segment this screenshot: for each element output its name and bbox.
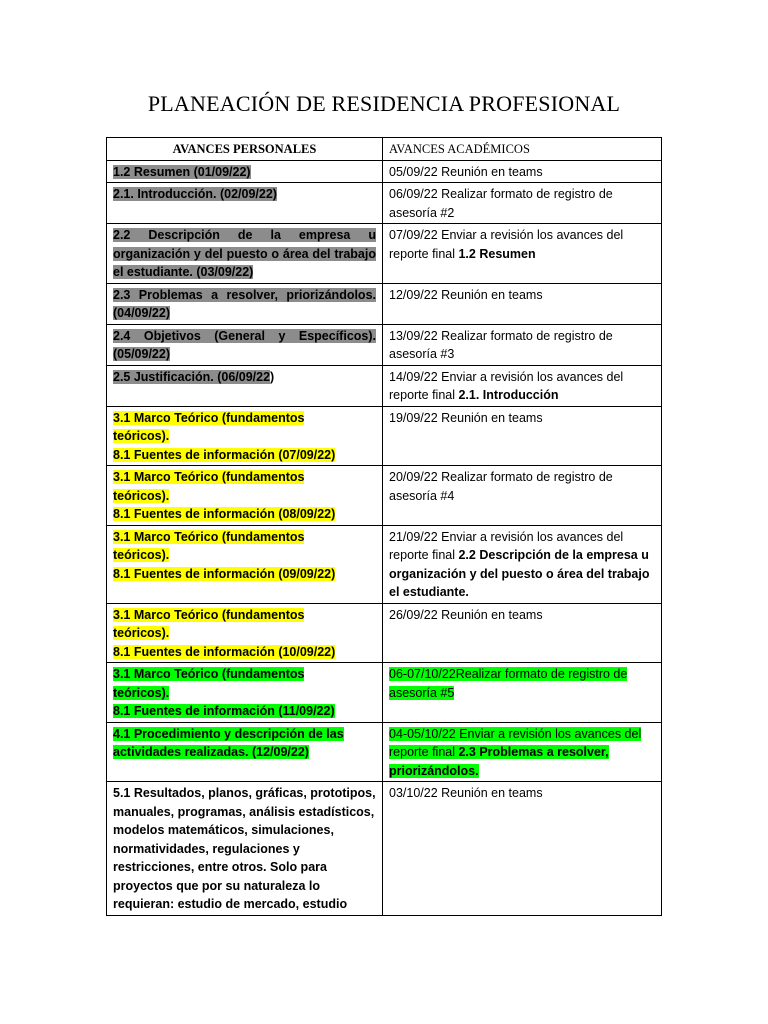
academic-bold-text: 1.2 Resumen [458, 246, 536, 261]
personal-cell [107, 224, 383, 284]
academic-cell [383, 466, 662, 526]
academic-cell [383, 782, 662, 916]
table-row [107, 283, 662, 324]
personal-cell [107, 324, 383, 365]
personal-line-3: 8.1 Fuentes de información (10/09/22) [113, 644, 336, 659]
academic-text: Realizar formato de registro de asesoría #2 [389, 187, 613, 220]
academic-text: Reunión en teams [437, 786, 543, 800]
academic-text: Reunión en teams [437, 287, 543, 302]
document-title: PLANEACIÓN DE RESIDENCIA PROFESIONAL [147, 91, 621, 116]
personal-text: 2.1. Introducción. [113, 187, 220, 201]
personal-cell [107, 466, 383, 526]
table-row [107, 722, 662, 782]
personal-text: 1.2 Resumen (01/09/22) [113, 164, 251, 179]
table-row [107, 160, 662, 183]
personal-text: 2.5 Justificación. (06/09/22 [113, 369, 271, 384]
personal-line-2: teóricos). [113, 626, 170, 640]
personal-text: 5.1 Resultados, planos, gráficas, prototipos, manuales, programas, análisis estadísticos, modelos matemáticos, simulaciones, normatividades, regulaciones y restricciones, entre otros. Solo para proyectos que por su naturaleza lo requieran: estudio de mercado, estudio [113, 786, 376, 911]
academic-text: Realizar formato de registro de asesoría #3 [389, 328, 613, 361]
personal-text: 2.2 Descripción de la empresa u organización y del puesto o área del trabajo el estudiante. (03/09/22) [113, 228, 376, 279]
personal-line-3: 8.1 Fuentes de información (08/09/22) [113, 507, 336, 521]
table-row [107, 525, 662, 603]
personal-cell [107, 183, 383, 224]
header-personal: AVANCES PERSONALES [107, 138, 383, 161]
academic-text: 06-07/10/22Realizar formato de registro de asesoría #5 [389, 667, 628, 700]
personal-line-3: 8.1 Fuentes de información (07/09/22) [113, 447, 336, 462]
academic-cell [383, 283, 662, 324]
header-academic: AVANCES ACADÉMICOS [383, 138, 662, 161]
personal-line-1: 3.1 Marco Teórico (fundamentos [113, 607, 305, 622]
academic-bold-text: 2.2 Descripción de la empresa u organización y del puesto o área del trabajo el estudiante. [389, 548, 650, 599]
academic-cell [383, 525, 662, 603]
personal-cell [107, 365, 383, 406]
academic-cell [383, 224, 662, 284]
personal-date: (02/09/22) [219, 187, 277, 201]
academic-cell [383, 160, 662, 183]
academic-bold-text: 2.1. Introducción [458, 388, 559, 402]
personal-tail: ) [270, 369, 275, 384]
academic-date: 14/09/22 [389, 369, 438, 384]
personal-cell [107, 525, 383, 603]
personal-cell [107, 283, 383, 324]
personal-cell [107, 782, 383, 916]
table-row [107, 183, 662, 224]
table-row [107, 406, 662, 466]
academic-text: 04-05/10/22 Enviar a revisión los avances del reporte final [389, 726, 642, 759]
personal-line-1: 3.1 Marco Teórico (fundamentos [113, 470, 305, 484]
personal-cell [107, 406, 383, 466]
academic-date: 20/09/22 [389, 470, 438, 484]
academic-cell [383, 324, 662, 365]
academic-text: Reunión en teams [437, 410, 543, 425]
academic-cell [383, 663, 662, 723]
personal-line-2: teóricos). [113, 429, 170, 443]
personal-line-1: 3.1 Marco Teórico (fundamentos [113, 667, 305, 681]
table-row [107, 466, 662, 526]
table-row [107, 603, 662, 663]
personal-text: 2.4 Objetivos (General y Específicos). (05/09/22) [113, 328, 376, 361]
personal-text: 4.1 Procedimiento y descripción de las actividades realizadas. (12/09/22) [113, 726, 344, 759]
personal-line-1: 3.1 Marco Teórico (fundamentos [113, 410, 305, 425]
personal-line-2: teóricos). [113, 685, 170, 700]
table-header-row [107, 138, 662, 161]
planning-table [106, 137, 662, 916]
academic-date: 05/09/22 [389, 164, 438, 179]
academic-date: 03/10/22 [389, 786, 438, 800]
personal-line-1: 3.1 Marco Teórico (fundamentos [113, 529, 305, 544]
personal-cell [107, 722, 383, 782]
academic-text: Enviar a revisión los avances del reporte final [389, 369, 624, 402]
academic-cell [383, 365, 662, 406]
table-row [107, 782, 662, 916]
academic-text: Reunión en teams [437, 607, 543, 622]
academic-text: Enviar a revisión los avances del reporte final [389, 228, 624, 261]
academic-date: 21/09/22 [389, 529, 438, 544]
academic-cell [383, 183, 662, 224]
academic-text: Reunión en teams [437, 164, 543, 179]
academic-date: 13/09/22 [389, 328, 438, 343]
personal-cell [107, 160, 383, 183]
personal-cell [107, 603, 383, 663]
academic-bold-text: 2.3 Problemas a resolver, priorizándolos. [389, 745, 609, 778]
personal-line-2: teóricos). [113, 548, 170, 562]
personal-line-3: 8.1 Fuentes de información (11/09/22) [113, 704, 335, 718]
academic-date: 06/09/22 [389, 187, 438, 201]
academic-text: Realizar formato de registro de asesoría #4 [389, 470, 613, 503]
academic-text: Enviar a revisión los avances del reporte final [389, 529, 624, 562]
personal-cell [107, 663, 383, 723]
table-row [107, 224, 662, 284]
academic-cell [383, 406, 662, 466]
academic-date: 19/09/22 [389, 410, 438, 425]
personal-line-2: teóricos). [113, 488, 170, 503]
table-row [107, 663, 662, 723]
table-row [107, 324, 662, 365]
academic-date: 12/09/22 [389, 287, 438, 302]
personal-text: 2.3 Problemas a resolver, priorizándolos. (04/09/22) [113, 287, 376, 320]
academic-date: 07/09/22 [389, 228, 438, 242]
academic-cell [383, 722, 662, 782]
academic-cell [383, 603, 662, 663]
academic-date: 26/09/22 [389, 607, 438, 622]
personal-line-3: 8.1 Fuentes de información (09/09/22) [113, 566, 336, 581]
table-row [107, 365, 662, 406]
